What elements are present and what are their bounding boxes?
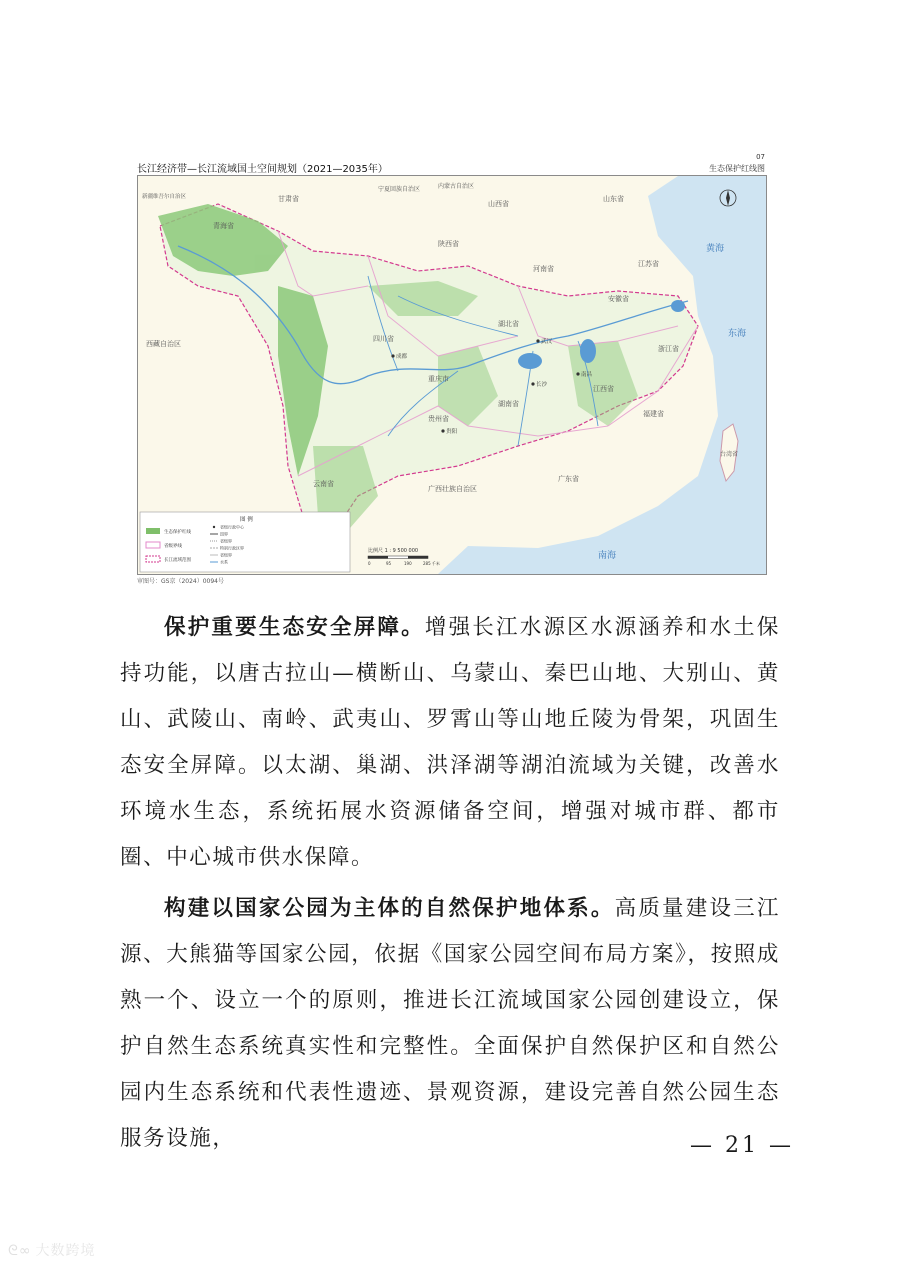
- watermark-text: 大数跨境: [35, 1243, 96, 1259]
- map-label: 重庆市: [428, 375, 449, 383]
- legend-label: 省级界线: [164, 544, 182, 549]
- map-label: 内蒙古自治区: [438, 183, 475, 190]
- legend-title: 图 例: [240, 517, 253, 523]
- poyang-lake: [580, 339, 596, 363]
- map-label: 台湾省: [720, 451, 739, 458]
- page-number: — 21 —: [690, 1133, 794, 1158]
- scale-text: 比例尺 1 : 9 500 000: [368, 548, 419, 554]
- paragraph-body: 高质量建设三江源、大熊猫等国家公园，依据《国家公园空间布局方案》，按照成熟一个、设立一个的原则，推进长江流域国家公园创建设立，保护自然生态系统真实性和完整性。全面保护自然保护区和自然公园内生态系统和代表性遗迹、景观资源，建设完善自然公园生态服务设施，: [120, 896, 781, 1151]
- legend-label: 生态保护红线: [164, 530, 191, 535]
- dongting-lake: [518, 353, 542, 369]
- legend-label: 省级行政中心: [220, 524, 244, 530]
- map-legend: [140, 512, 350, 572]
- city-label: 成都: [396, 354, 408, 360]
- map-label: 广西壮族自治区: [428, 485, 477, 493]
- paragraph-protected-areas: [120, 886, 780, 1162]
- legend-label: 国界: [220, 531, 228, 537]
- map-review-number: 审图号：GS京（2024）0094号: [137, 578, 224, 585]
- map-label: 安徽省: [608, 295, 629, 303]
- scale-tick: 0: [368, 561, 371, 566]
- map-label: 宁夏回族自治区: [378, 186, 421, 193]
- paragraph-body: 增强长江水源区水源涵养和水土保持功能，以唐古拉山—横断山、乌蒙山、秦巴山地、大别山、黄山、武陵山、南岭、武夷山、罗霄山等山地丘陵为骨架，巩固生态安全屏障。以太湖、巢湖、洪泽湖等湖泊流域为关键，改善水环境水生态，系统拓展水资源储备空间，增强对城市群、都市圈、中心城市供水保障。: [120, 615, 780, 870]
- legend-swatch-redline: [146, 528, 160, 534]
- map-label: 山西省: [488, 200, 509, 208]
- city-label: 南昌: [581, 372, 593, 378]
- legend-label: 长江流域范围: [164, 558, 191, 563]
- map-label: 湖南省: [498, 400, 519, 408]
- map-label: 云南省: [313, 480, 334, 488]
- map-label: 江苏省: [638, 260, 659, 268]
- watermark-logo-icon: ᘓ∞: [8, 1243, 32, 1259]
- map-label: 湖北省: [498, 320, 519, 328]
- map-subtitle: 生态保护红线图: [709, 164, 765, 173]
- paragraph-lead: 保护重要生态安全屏障。: [164, 615, 425, 640]
- scale-tick: 95: [386, 561, 392, 566]
- city-label: 武汉: [541, 339, 553, 345]
- map-label: 广东省: [558, 475, 579, 483]
- scale-bar: [368, 547, 440, 566]
- sea-label: 南海: [598, 551, 617, 561]
- map-svg: [138, 176, 766, 574]
- sea-label: 东海: [728, 329, 747, 339]
- map-label: 新疆维吾尔自治区: [142, 194, 187, 200]
- legend-label: 省级界: [220, 552, 232, 558]
- sea-label: 黄海: [706, 244, 725, 254]
- map-title: 长江经济带—长江流域国土空间规划（2021—2035年）: [137, 164, 388, 175]
- legend-label: 水系: [220, 559, 228, 565]
- scale-tick: 190: [404, 561, 412, 566]
- paragraph-lead: 构建以国家公园为主体的自然保护地体系。: [164, 896, 615, 921]
- legend-label: 特别行政区界: [220, 545, 244, 551]
- map-header: [137, 152, 765, 176]
- map-label: 四川省: [373, 335, 394, 343]
- map-page-code: 07: [756, 153, 765, 161]
- map-label: 河南省: [533, 265, 554, 273]
- map-label: 甘肃省: [278, 195, 299, 203]
- city-label: 长沙: [536, 382, 548, 388]
- legend-label: 省级界: [220, 538, 232, 544]
- map-label: 西藏自治区: [146, 340, 181, 348]
- city-label: 贵阳: [446, 429, 458, 435]
- tai-lake: [671, 300, 685, 312]
- map-label: 福建省: [643, 410, 664, 418]
- map-label: 陕西省: [438, 240, 459, 248]
- map-label: 浙江省: [658, 345, 679, 353]
- map-label: 山东省: [603, 195, 624, 203]
- scale-tick: 285 千米: [423, 561, 440, 566]
- map-label: 贵州省: [428, 415, 449, 423]
- watermark: [8, 1240, 96, 1260]
- paragraph-ecological-barrier: [120, 605, 780, 881]
- map-label: 青海省: [213, 222, 234, 230]
- map-label: 江西省: [593, 385, 614, 393]
- ecological-redline-map: [137, 175, 767, 575]
